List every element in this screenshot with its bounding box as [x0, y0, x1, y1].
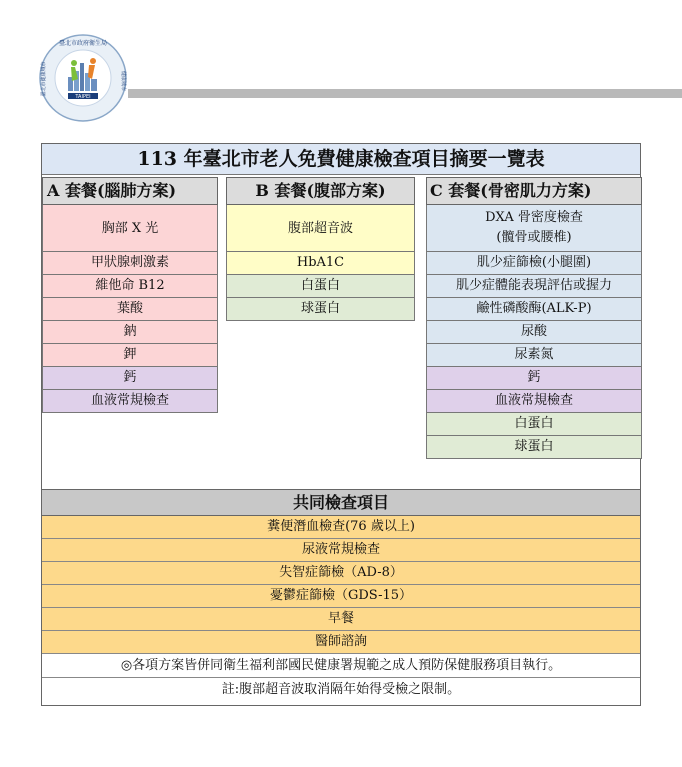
- package-a-item: 鈣: [42, 367, 218, 390]
- logo-ring-text-left: 臺北市健康城市: [41, 61, 47, 97]
- package-a-column: [42, 177, 218, 413]
- common-items-header: 共同檢查項目: [42, 489, 640, 516]
- package-c-item-dxa: [426, 205, 642, 252]
- package-c-item: 尿酸: [426, 321, 642, 344]
- common-items-section: [42, 489, 640, 702]
- package-b-item: 腹部超音波: [226, 205, 415, 252]
- package-b-header: B 套餐(腹部方案): [226, 177, 415, 205]
- package-c-item: 鹼性磷酸酶(ALK-P): [426, 298, 642, 321]
- package-c-item: 球蛋白: [426, 436, 642, 459]
- package-c-column: [426, 177, 642, 459]
- common-item: 糞便潛血檢查(76 歲以上): [42, 516, 640, 539]
- package-c-item: 肌少症篩檢(小腿圍): [426, 252, 642, 275]
- package-a-header: A 套餐(腦肺方案): [42, 177, 218, 205]
- package-a-item: 維他命 B12: [42, 275, 218, 298]
- package-a-item: 鉀: [42, 344, 218, 367]
- logo-subtext: TAIPEI: [75, 94, 91, 100]
- package-a-item: 鈉: [42, 321, 218, 344]
- dxa-line1: DXA 骨密度檢查: [485, 210, 583, 225]
- header-divider-bar: [128, 89, 682, 98]
- package-a-item: 葉酸: [42, 298, 218, 321]
- taipei-health-logo: [38, 33, 128, 123]
- package-b-item: 白蛋白: [226, 275, 415, 298]
- summary-table: [41, 143, 641, 706]
- dxa-line2: (髖骨或腰椎): [496, 230, 572, 245]
- package-c-item: 血液常規檢查: [426, 390, 642, 413]
- package-c-item: 尿素氮: [426, 344, 642, 367]
- logo-ring-text: 臺北市政府衛生局: [58, 40, 108, 47]
- package-b-column: [226, 177, 415, 321]
- package-c-item: 鈣: [426, 367, 642, 390]
- package-b-item: HbA1C: [226, 252, 415, 275]
- package-a-item: 胸部 X 光: [42, 205, 218, 252]
- package-b-item: 球蛋白: [226, 298, 415, 321]
- common-item: 憂鬱症篩檢（GDS-15）: [42, 585, 640, 608]
- package-c-item: 白蛋白: [426, 413, 642, 436]
- common-item: 醫師諮詢: [42, 631, 640, 654]
- common-item: 失智症篩檢（AD-8）: [42, 562, 640, 585]
- policy-note: ◎各項方案皆併同衛生福利部國民健康署規範之成人預防保健服務項目執行。: [42, 654, 640, 678]
- common-item: 尿液常規檢查: [42, 539, 640, 562]
- page-title: 113 年臺北市老人免費健康檢查項目摘要一覽表: [42, 144, 640, 175]
- package-c-header: C 套餐(骨密肌力方案): [426, 177, 642, 205]
- common-item: 早餐: [42, 608, 640, 631]
- remark-note: 註:腹部超音波取消隔年始得受檢之限制。: [221, 682, 461, 697]
- logo-ring-text-right: 健康城市: [120, 70, 126, 92]
- package-a-item: 血液常規檢查: [42, 390, 218, 413]
- package-c-item: 肌少症體能表現評估或握力: [426, 275, 642, 298]
- package-a-item: 甲狀腺刺激素: [42, 252, 218, 275]
